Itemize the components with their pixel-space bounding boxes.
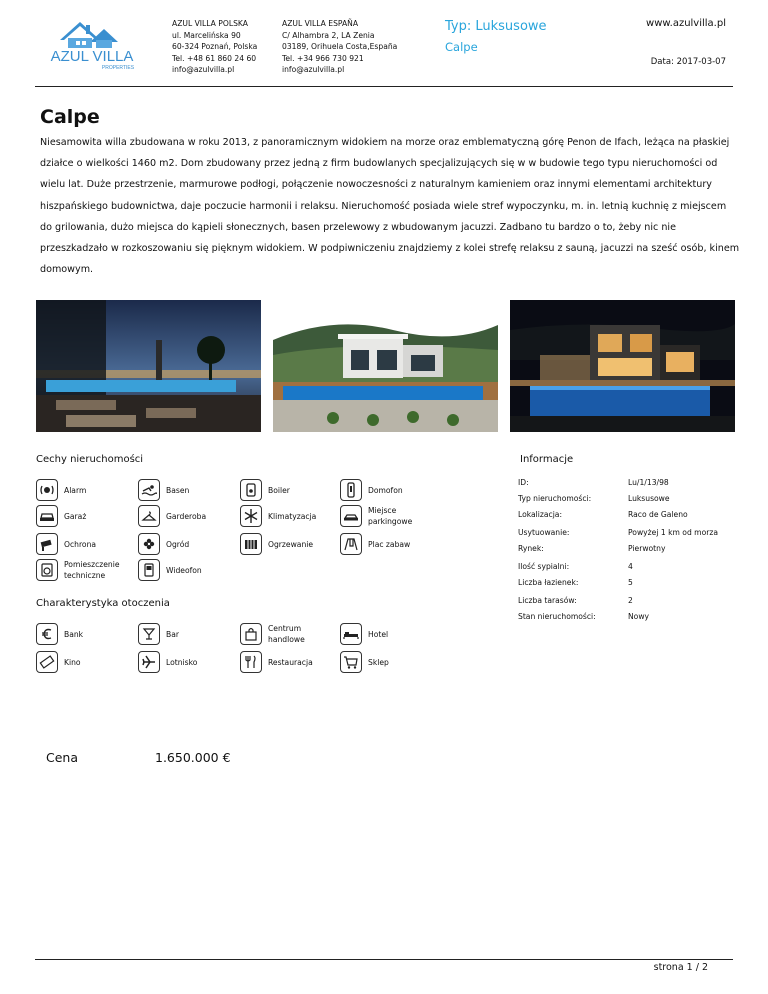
info-value: Powyżej 1 km od morza [628,528,718,537]
info-key: Typ nieruchomości: [518,494,592,503]
cocktail-icon [138,623,160,645]
office-es-city: 03189, Orihuela Costa,España [282,42,398,51]
document-date: Data: 2017-03-07 [650,57,726,67]
euro-icon [36,623,58,645]
office-pl-phone: Tel. +48 61 860 24 60 [172,53,257,63]
cart-icon [340,651,362,673]
info-value: Luksusowe [628,494,670,503]
surrounding-label: Restauracja [268,657,313,667]
intercom-icon [340,479,362,501]
office-poland [172,18,257,76]
svg-text:AZUL VILLA: AZUL VILLA [50,48,134,65]
surrounding-bar [138,623,226,645]
surrounding-label: Kino [64,657,81,667]
info-value: Raco de Galeno [628,510,688,519]
info-key: Stan nieruchomości: [518,612,596,621]
info-key: Liczba łazienek: [518,578,579,587]
property-city: Calpe [445,40,478,54]
office-es-email[interactable]: info@azulvilla.pl [282,65,345,74]
feature-label: Ogród [166,539,190,549]
surrounding-restaurant [240,651,328,673]
plane-icon [138,651,160,673]
office-es-street: C/ Alhambra 2, LA Zenia [282,30,375,40]
surrounding-shop [340,651,428,673]
property-photo-villa-day[interactable] [273,300,498,432]
bed-icon [340,623,362,645]
feature-label: Domofon [368,485,403,495]
hanger-icon [138,505,160,527]
feature-label: Boiler [268,485,290,495]
features-heading: Cechy nieruchomości [36,454,144,465]
feature-label: Wideofon [166,565,202,575]
feature-label: Miejsce parkingowe [368,506,413,526]
price-label: Cena [46,750,79,765]
ticket-icon [36,651,58,673]
car-icon [36,505,58,527]
radiator-icon [240,533,262,555]
flower-icon [138,533,160,555]
info-key: Liczba tarasów: [518,596,577,605]
info-heading: Informacje [520,454,574,465]
info-key: Usytuowanie: [518,528,570,537]
office-pl-street: ul. Marcelińska 90 [172,30,241,40]
info-key: Ilość sypialni: [518,562,570,571]
info-value: 2 [628,596,633,605]
info-value: 5 [628,578,633,587]
website-link[interactable]: www.azulvilla.pl [646,18,726,29]
feature-label: Klimatyzacja [268,511,317,521]
info-key: Lokalizacja: [518,510,563,519]
office-pl-email[interactable]: info@azulvilla.pl [172,65,235,74]
company-logo [40,16,144,72]
feature-utility-room [36,559,124,581]
property-type: Typ: Luksusowe [445,19,547,34]
feature-garden [138,533,226,555]
swimmer-icon [138,479,160,501]
surrounding-airport [138,651,226,673]
feature-label: Basen [166,485,190,495]
alarm-icon [36,479,58,501]
camera-icon [36,533,58,555]
videophone-icon [138,559,160,581]
property-photo-villa-night[interactable] [510,300,735,432]
svg-text:PROPERTIES: PROPERTIES [101,65,135,71]
feature-label: Plac zabaw [368,539,411,549]
feature-alarm [36,479,124,501]
feature-label: Pomieszczenie techniczne [64,560,120,580]
surrounding-label: Bar [166,629,179,639]
surroundings-heading: Charakterystyka otoczenia [36,598,170,609]
feature-intercom [340,479,428,501]
surrounding-label: Lotnisko [166,657,198,667]
info-key: ID: [518,478,529,487]
office-pl-city: 60-324 Poznań, Polska [172,42,258,51]
feature-label: Ochrona [64,539,97,549]
surrounding-label: Centrum handlowe [268,624,305,644]
feature-security [36,533,124,555]
surrounding-hotel [340,623,428,645]
cutlery-icon [240,651,262,673]
feature-videophone [138,559,226,581]
feature-label: Garderoba [166,511,207,521]
feature-heating [240,533,328,555]
header-divider [35,86,733,87]
feature-pool [138,479,226,501]
info-key: Rynek: [518,544,544,553]
surrounding-label: Sklep [368,657,389,667]
info-value: Pierwotny [628,544,666,553]
shopping-bag-icon [240,623,262,645]
feature-parking [340,505,428,527]
page-number: strona 1 / 2 [653,962,708,973]
snowflake-icon [240,505,262,527]
property-photo-terrace[interactable] [36,300,261,432]
surrounding-mall [240,623,328,645]
surrounding-label: Hotel [368,629,389,639]
surrounding-cinema [36,651,124,673]
washer-icon [36,559,58,581]
page-title: Calpe [40,106,100,128]
property-description: Niesamowita willa zbudowana w roku 2013, z panoramicznym widokiem na morze oraz emblematyczną górę Penon de Ifach, leżąca na płaskiej działce o wielkości 1460 m2. Dom zbudowany przez jedną z firm budowlanych specjalizujących się w w budowie tego typu nieruchomości od wielu lat. Duże przestrzenie, marmurowe podłogi, połączenie nowoczesności z naturalnym kamieniem oraz innymi elementami architektury hiszpańskiego budownictwa, daje poczucie harmonii i relaksu. Nieruchomość posiada wiele stref wypoczynku, m. in. letnią kuchnię z miejscem do grilowania, dużo miejsca do kąpieli słonecznych, basen przelewowy z wbudowanym jacuzzi. Zadbano tu bardzo o to, żeby nic nie przeszkadzało w rozkoszowaniu się pięknym widokiem. W podpiwniczeniu znajdziemy z kolei strefę relaksu z sauną, jacuzzi na sześć osób, kinem domowym. [40,137,740,276]
footer-divider [35,959,733,960]
price-value: 1.650.000 € [155,750,231,765]
office-es-name: AZUL VILLA ESPAÑA [282,19,359,28]
boiler-icon [240,479,262,501]
info-value: 4 [628,562,633,571]
feature-wardrobe [138,505,226,527]
swing-icon [340,533,362,555]
feature-ac [240,505,328,527]
feature-label: Garaż [64,511,87,521]
feature-garage [36,505,124,527]
feature-playground [340,533,428,555]
feature-label: Alarm [64,485,87,495]
office-es-phone: Tel. +34 966 730 921 [282,53,364,63]
parking-car-icon [340,505,362,527]
surrounding-label: Bank [64,629,84,639]
office-spain [282,18,397,76]
office-pl-name: AZUL VILLA POLSKA [172,19,248,28]
info-value: Lu/1/13/98 [628,478,669,487]
info-value: Nowy [628,612,650,621]
surrounding-bank [36,623,124,645]
feature-boiler [240,479,328,501]
feature-label: Ogrzewanie [268,539,314,549]
